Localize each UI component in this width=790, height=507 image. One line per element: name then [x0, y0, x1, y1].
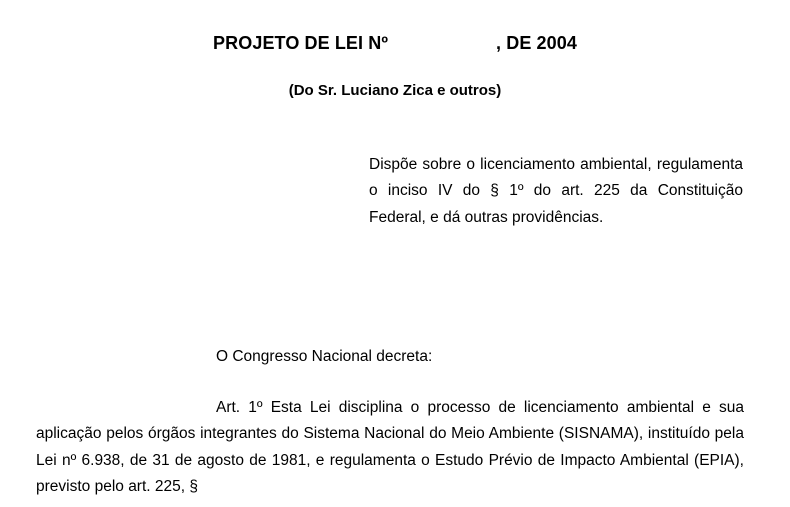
bill-title-suffix: , DE 2004 — [496, 33, 577, 53]
bill-title-prefix: PROJETO DE LEI Nº — [213, 33, 389, 53]
bill-summary: Dispõe sobre o licenciamento ambiental, regulamenta o inciso IV do § 1º do art. 225 da Constituição Federal, e dá outras providências. — [369, 156, 743, 226]
article-1-text: Art. 1º Esta Lei disciplina o processo de licenciamento ambiental e sua aplicação pelos órgãos integrantes do Sistema Nacional do Meio Ambiente (SISNAMA), instituído pela Lei nº 6.938, de 31 de agosto de 1981, e regulamenta o Estudo Prévio de Impacto Ambiental (EPIA), previsto pelo art. 225, § — [36, 399, 744, 495]
bill-title — [0, 33, 790, 54]
bill-author: (Do Sr. Luciano Zica e outros) — [288, 82, 502, 99]
enacting-clause: O Congresso Nacional decreta: — [216, 348, 433, 365]
